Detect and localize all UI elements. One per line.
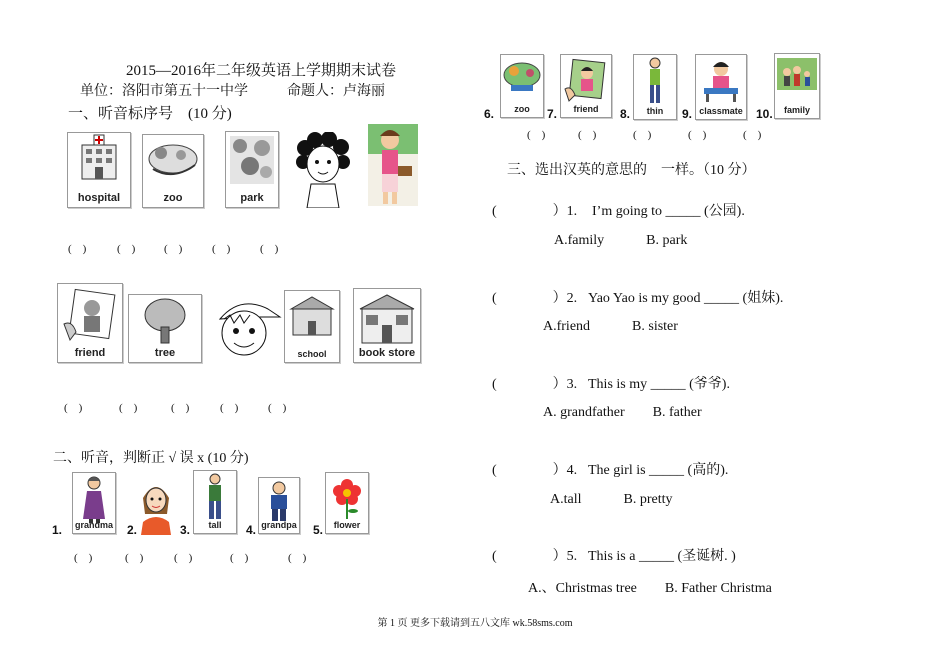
item-number: 2. (127, 523, 138, 537)
answer-paren[interactable]: ( ) (164, 243, 183, 255)
page-footer: 第 1 页 更多下载请到五八文库 wk.58sms.com (377, 618, 573, 629)
item-number: 7. (547, 107, 558, 121)
girl-braids-icon (137, 478, 175, 535)
item-number: 1. (52, 523, 63, 537)
tall-label: tall (208, 520, 222, 530)
friend-card-small (560, 54, 612, 118)
item-number: 6. (484, 107, 495, 121)
item-number: 8. (620, 107, 631, 121)
grandma-label: grandma (74, 520, 113, 530)
question-options: A.family B. park (554, 233, 688, 248)
answer-paren[interactable]: ( ) (212, 243, 231, 255)
question-stem: The girl is _____ (高的). (588, 463, 729, 478)
answer-paren[interactable]: ( ) (688, 129, 707, 141)
grandma-card (72, 472, 116, 534)
friend-label: friend (74, 347, 106, 359)
item-number: 5. (313, 523, 324, 537)
exam-title: 2015—2016年二年级英语上学期期末试卷 (126, 63, 397, 79)
answer-paren[interactable]: ( ) (230, 552, 249, 564)
flower-card (325, 472, 369, 534)
answer-paren[interactable]: ( ) (125, 552, 144, 564)
answer-paren[interactable]: ( ) (74, 552, 93, 564)
flower-label: flower (333, 520, 361, 530)
question-stem: Yao Yao is my good _____ (姐妹). (588, 291, 784, 306)
answer-paren[interactable]: ( ) (260, 243, 279, 255)
hospital-label: hospital (77, 192, 121, 204)
book-store-card (353, 288, 421, 363)
school-unit: 单位：洛阳市第五十一中学 (80, 84, 248, 99)
park-label: park (240, 192, 264, 204)
question-options: A.tall B. pretty (550, 492, 673, 507)
zoo-card-small (500, 54, 544, 118)
item-number: 10. (756, 107, 773, 121)
school-label: school (297, 349, 327, 359)
question-stem: This is a _____ (圣诞树. ) (588, 549, 736, 564)
question-prefix[interactable]: ( ）4. (492, 463, 578, 478)
tree-label: tree (154, 347, 176, 359)
friend-label: friend (573, 104, 599, 114)
answer-paren[interactable]: ( ) (174, 552, 193, 564)
zoo-label: zoo (514, 104, 530, 114)
answer-paren[interactable]: ( ) (171, 402, 190, 414)
question-prefix[interactable]: ( ）5. (492, 549, 578, 564)
question-prefix[interactable]: ( ）2. (492, 291, 578, 306)
answer-paren[interactable]: ( ) (578, 129, 597, 141)
author: 命题人：卢海丽 (287, 84, 385, 99)
girl-shopping-icon (368, 124, 418, 206)
grandpa-label: grandpa (261, 520, 297, 530)
zoo-label: zoo (163, 192, 183, 204)
question-prefix[interactable]: ( ）3. (492, 377, 578, 392)
grandpa-card (258, 477, 300, 534)
boy-cap-icon (210, 295, 282, 365)
answer-paren[interactable]: ( ) (68, 243, 87, 255)
answer-paren[interactable]: ( ) (119, 402, 138, 414)
classmate-card (695, 54, 747, 120)
answer-paren[interactable]: ( ) (633, 129, 652, 141)
curly-hair-girl-icon (293, 132, 353, 208)
item-number: 9. (682, 107, 693, 121)
friend-card (57, 283, 123, 363)
question-stem: I’m going to _____ (公园). (592, 204, 745, 219)
tall-card (193, 470, 237, 534)
zoo-card (142, 134, 204, 208)
family-card (774, 53, 820, 119)
section1-heading: 一、听音标序号 (10 分) (68, 106, 232, 122)
question-options: A.、Christmas tree B. Father Christma (528, 581, 772, 596)
question-prefix[interactable]: ( ）1. (492, 204, 578, 219)
book-store-label: book store (358, 347, 416, 359)
thin-card (633, 54, 677, 120)
thin-label: thin (646, 106, 664, 116)
tree-card (128, 294, 202, 363)
classmate-label: classmate (699, 106, 743, 116)
question-options: A. grandfather B. father (543, 405, 702, 420)
answer-paren[interactable]: ( ) (220, 402, 239, 414)
question-options: A.friend B. sister (543, 319, 678, 334)
answer-paren[interactable]: ( ) (268, 402, 287, 414)
answer-paren[interactable]: ( ) (117, 243, 136, 255)
answer-paren[interactable]: ( ) (743, 129, 762, 141)
section2-heading: 二、听音，判断正 √ 误 x (10 分) (53, 451, 249, 466)
answer-paren[interactable]: ( ) (288, 552, 307, 564)
question-stem: This is my _____ (爷爷). (588, 377, 730, 392)
item-number: 3. (180, 523, 191, 537)
section3-heading: 三、选出汉英的意思的 一样。（10 分） (507, 163, 756, 178)
answer-paren[interactable]: ( ) (64, 402, 83, 414)
school-card (284, 290, 340, 363)
hospital-card (67, 132, 131, 208)
answer-paren[interactable]: ( ) (527, 129, 546, 141)
girl-shopping-card (368, 124, 418, 206)
item-number: 4. (246, 523, 257, 537)
family-label: family (783, 105, 810, 115)
park-card (225, 131, 279, 208)
